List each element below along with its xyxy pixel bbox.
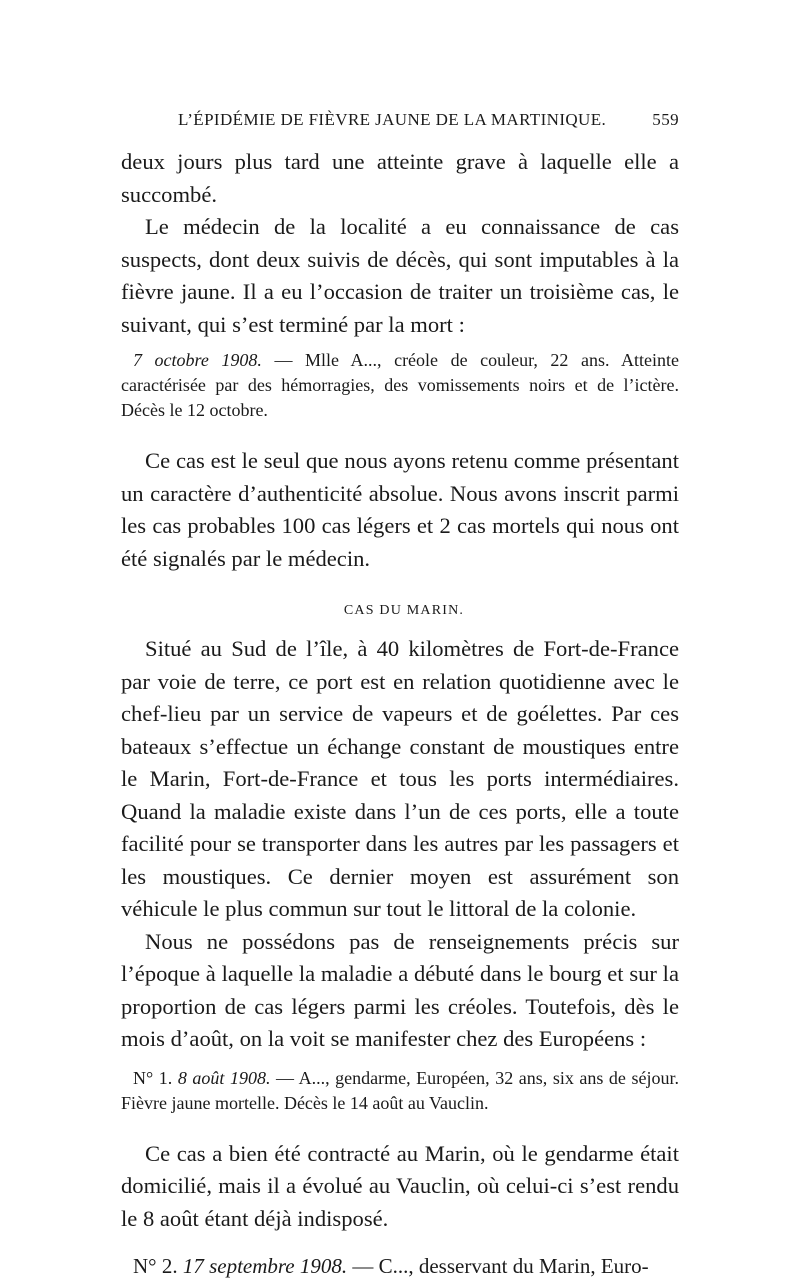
- case-entry-2: [121, 1251, 679, 1281]
- paragraph-marin-location: Situé au Sud de l’île, à 40 kilomètres de Fort-de-France par voie de terre, ce port est en relation quotidienne avec le chef-lieu par un service de vapeurs et de goélettes. Par ces bateaux s’effectue un échange constant de moustiques entre le Marin, Fort-de-France et tous les ports intermédiaires. Quand la maladie existe dans l’un de ces ports, elle a toute facilité pour se transporter dans les autres par les passagers et les moustiques. Ce dernier moyen est assurément son véhicule le plus commun sur tout le littoral de la colonie.: [121, 636, 679, 921]
- paragraph-continuation: deux jours plus tard une atteinte grave à laquelle elle a succombé.: [121, 149, 679, 207]
- case-description: — C..., desservant du Marin, Euro-: [347, 1254, 649, 1278]
- case-entry-1: [121, 1066, 679, 1116]
- page-number: 559: [652, 110, 679, 129]
- running-head: [121, 110, 679, 136]
- case-date: 7 octobre 1908.: [133, 350, 262, 370]
- paragraph-vauclin: Ce cas a bien été contracté au Marin, où le gendarme était domicilié, mais il a évolué au Vauclin, où celui-ci s’est rendu le 8 août étant déjà indisposé.: [121, 1140, 679, 1231]
- case-number: N° 1.: [133, 1067, 173, 1088]
- case-entry-october: [121, 348, 679, 423]
- paragraph-local-doctor: Le médecin de la localité a eu connaissance de cas suspects, dont deux suivis de décès, qui sont imputables à la fièvre jaune. Il a eu l’occasion de traiter un troisième cas, le suivant, qui s’est terminé par la mort :: [121, 214, 679, 337]
- paragraph-marin-onset: Nous ne possédons pas de renseignements précis sur l’époque à laquelle la maladie a débuté dans le bourg et sur la proportion de cas légers parmi les créoles. Toutefois, dès le mois d’août, on la voit se manifester chez des Européens :: [121, 928, 679, 1051]
- paragraph-authenticity: Ce cas est le seul que nous ayons retenu comme présentant un caractère d’authenticité absolue. Nous avons inscrit parmi les cas probables 100 cas légers et 2 cas mortels qui nous ont été signalés par le médecin.: [121, 448, 679, 571]
- book-page: [121, 110, 679, 1281]
- case-date: 8 août 1908.: [177, 1067, 271, 1088]
- case-number: N° 2.: [133, 1254, 178, 1278]
- section-heading: CAS DU MARIN.: [343, 603, 465, 618]
- case-description: — A..., gendarme, Européen, 32 ans, six ans de séjour. Fièvre jaune mortelle. Décès le 14 août au Vauclin.: [121, 1067, 679, 1113]
- case-date: 17 septembre 1908.: [182, 1254, 348, 1278]
- running-title: L’ÉPIDÉMIE DE FIÈVRE JAUNE DE LA MARTINIQUE.: [178, 110, 607, 129]
- case-description: — Mlle A..., créole de couleur, 22 ans. Atteinte caractérisée par des hémorragies, des vomissements noirs et de l’ictère. Décès le 12 octobre.: [121, 350, 679, 420]
